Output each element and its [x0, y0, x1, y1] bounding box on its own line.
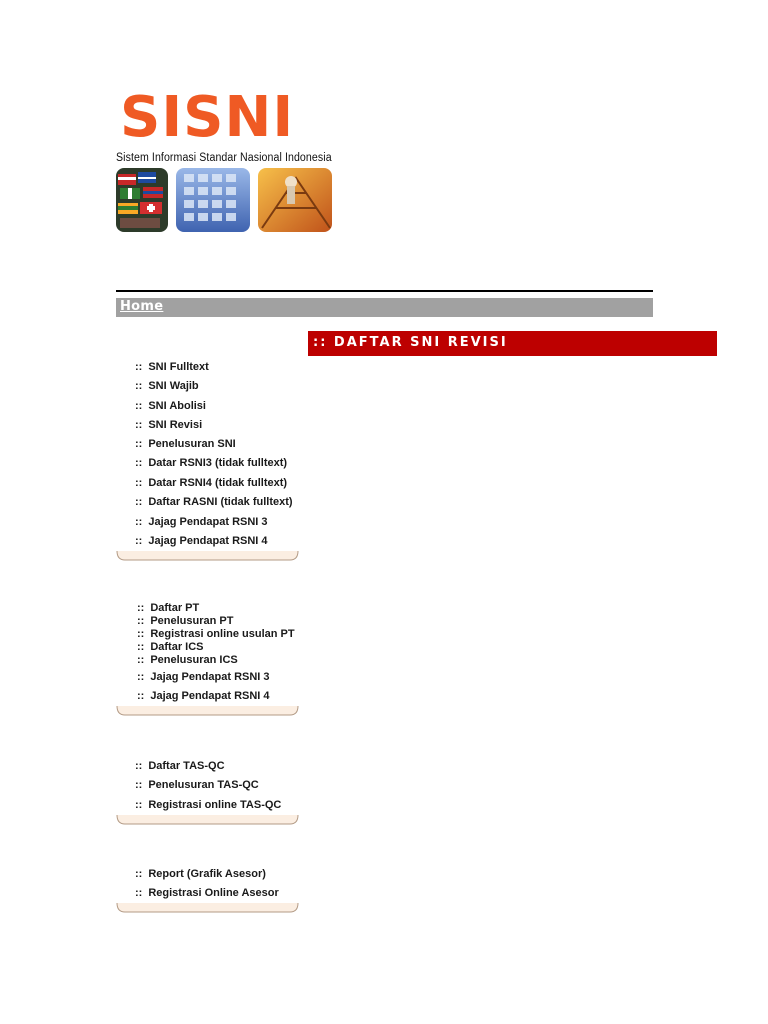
- menu-item-daftar-ics[interactable]: :: Daftar ICS: [137, 641, 204, 653]
- logo-title: SISNI: [120, 85, 295, 150]
- sisni-logo: [116, 85, 332, 234]
- menu-item-report-asesor[interactable]: :: Report (Grafik Asesor): [135, 868, 266, 880]
- menu-panel-bottom: [116, 903, 299, 913]
- home-link[interactable]: Home: [120, 299, 164, 314]
- menu-item-registrasi-asesor[interactable]: :: Registrasi Online Asesor: [135, 887, 279, 899]
- menu-item-penelusuran-ics[interactable]: :: Penelusuran ICS: [137, 654, 238, 666]
- menu-item-jajag-rsni4-pt[interactable]: :: Jajag Pendapat RSNI 4: [137, 690, 270, 702]
- home-nav-bar: [116, 298, 653, 317]
- menu-item-daftar-pt[interactable]: :: Daftar PT: [137, 602, 200, 614]
- menu-item-sni-revisi[interactable]: :: SNI Revisi: [135, 419, 203, 431]
- engineering-image: [258, 168, 332, 232]
- menu-item-sni-fulltext[interactable]: :: SNI Fulltext: [135, 361, 209, 373]
- header-divider: [116, 290, 653, 292]
- menu-item-penelusuran-sni[interactable]: :: Penelusuran SNI: [135, 438, 236, 450]
- section-header: [308, 331, 717, 356]
- menu-item-registrasi-pt[interactable]: :: Registrasi online usulan PT: [137, 628, 295, 640]
- menu-item-jajag-rsni3-pt[interactable]: :: Jajag Pendapat RSNI 3: [137, 671, 270, 683]
- menu-item-jajag-rsni3[interactable]: :: Jajag Pendapat RSNI 3: [135, 516, 268, 528]
- section-title: :: DAFTAR SNI REVISI: [313, 335, 508, 350]
- menu-panel-bottom: [116, 551, 299, 561]
- building-image: [176, 168, 250, 232]
- menu-panel-bottom: [116, 706, 299, 716]
- menu-panel-bottom: [116, 815, 299, 825]
- menu-item-datar-rsni4[interactable]: :: Datar RSNI4 (tidak fulltext): [135, 477, 288, 489]
- menu-item-datar-rsni3[interactable]: :: Datar RSNI3 (tidak fulltext): [135, 457, 288, 469]
- menu-item-penelusuran-tasqc[interactable]: :: Penelusuran TAS-QC: [135, 779, 259, 791]
- menu-item-sni-abolisi[interactable]: :: SNI Abolisi: [135, 400, 206, 412]
- menu-item-sni-wajib[interactable]: :: SNI Wajib: [135, 380, 199, 392]
- menu-item-jajag-rsni4[interactable]: :: Jajag Pendapat RSNI 4: [135, 535, 268, 547]
- menu-item-daftar-tasqc[interactable]: :: Daftar TAS-QC: [135, 760, 225, 772]
- menu-item-penelusuran-pt[interactable]: :: Penelusuran PT: [137, 615, 234, 627]
- flags-image: [116, 168, 168, 232]
- logo-subtitle: Sistem Informasi Standar Nasional Indonesia: [116, 152, 332, 164]
- menu-item-registrasi-tasqc[interactable]: :: Registrasi online TAS-QC: [135, 799, 282, 811]
- menu-item-daftar-rasni[interactable]: :: Daftar RASNI (tidak fulltext): [135, 496, 293, 508]
- logo-photo-strip: [116, 168, 332, 232]
